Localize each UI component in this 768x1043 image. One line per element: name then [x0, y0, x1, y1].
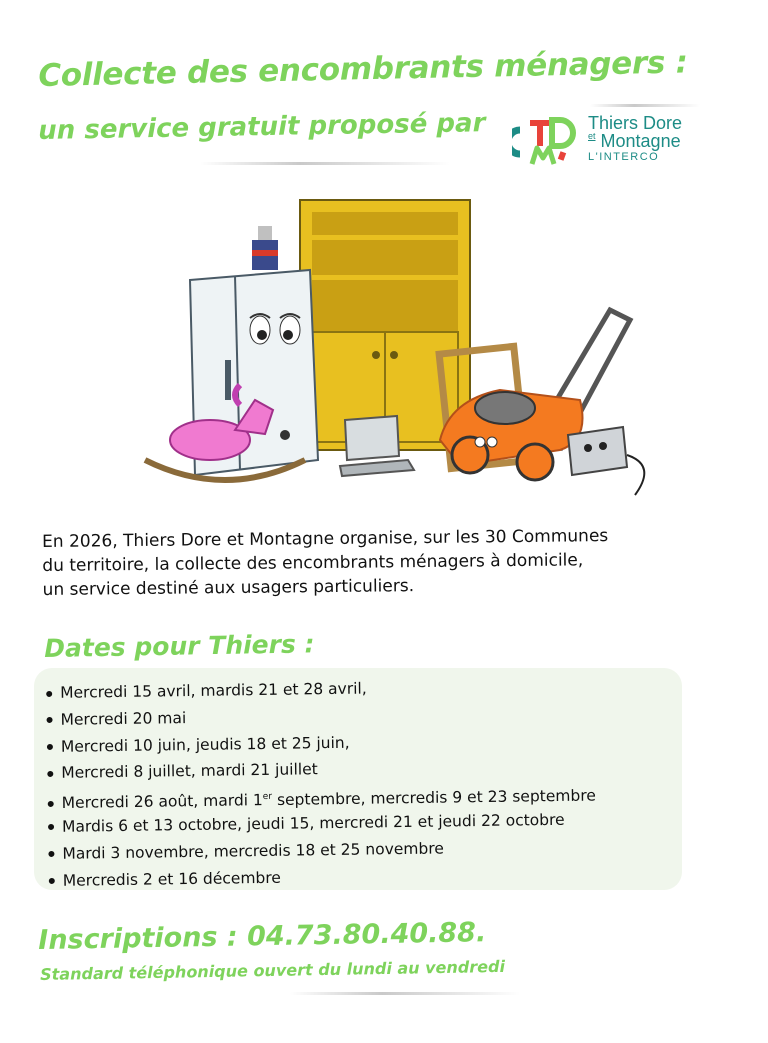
date-item: Mardi 3 novembre, mercredis 18 et 25 novembre — [48, 832, 668, 867]
footer-underline — [290, 992, 520, 995]
logo-line3: L'INTERCO — [588, 151, 660, 163]
page-title: Collecte des encombrants ménagers : — [38, 44, 688, 94]
bullet-icon — [48, 801, 54, 807]
bullet-icon — [48, 851, 54, 857]
bullet-icon — [47, 771, 53, 777]
bullet-icon — [48, 824, 54, 830]
intro-line3: un service destiné aux usagers particuliers. — [42, 576, 415, 600]
date-item: Mercredi 20 mai — [46, 698, 666, 733]
date-item: Mercredi 10 juin, jeudis 18 et 25 juin, — [47, 725, 667, 760]
title-underline — [590, 104, 700, 107]
robot-toy-illustration — [252, 226, 278, 270]
bullet-icon — [47, 717, 53, 723]
bullet-icon — [47, 744, 53, 750]
logo-line1: Thiers Dore — [588, 113, 683, 133]
standard-hours: Standard téléphonique ouvert du lundi au vendredi — [40, 956, 506, 984]
intro-line1: En 2026, Thiers Dore et Montagne organise, sur les 30 Communes — [42, 526, 609, 552]
page-subtitle: un service gratuit proposé par — [38, 108, 486, 146]
subtitle-underline — [200, 162, 450, 165]
dates-list — [46, 671, 669, 894]
dates-title: Dates pour Thiers : — [44, 629, 315, 663]
date-item: Mercredi 8 juillet, mardi 21 juillet — [47, 752, 667, 787]
intro-paragraph — [42, 523, 723, 602]
toaster-illustration — [568, 427, 644, 495]
date-item: Mercredis 2 et 16 décembre — [49, 859, 669, 894]
inscriptions-phone: Inscriptions : 04.73.80.40.88. — [38, 917, 487, 956]
bullet-icon — [46, 690, 52, 696]
logo-et: et — [588, 131, 596, 141]
logo-line2: Montagne — [600, 131, 681, 151]
bullet-icon — [49, 878, 55, 884]
intro-line2: du territoire, la collecte des encombrants ménagers à domicile, — [42, 550, 584, 576]
date-item: Mardis 6 et 13 octobre, jeudi 15, mercredi 21 et jeudi 22 octobre — [48, 805, 668, 840]
logo-text — [588, 114, 682, 163]
bulky-items-illustration — [140, 190, 660, 510]
date-item: Mercredi 26 août, mardi 1er septembre, mercredis 9 et 23 septembre — [47, 779, 667, 814]
date-item: Mercredi 15 avril, mardis 21 et 28 avril, — [46, 671, 666, 706]
